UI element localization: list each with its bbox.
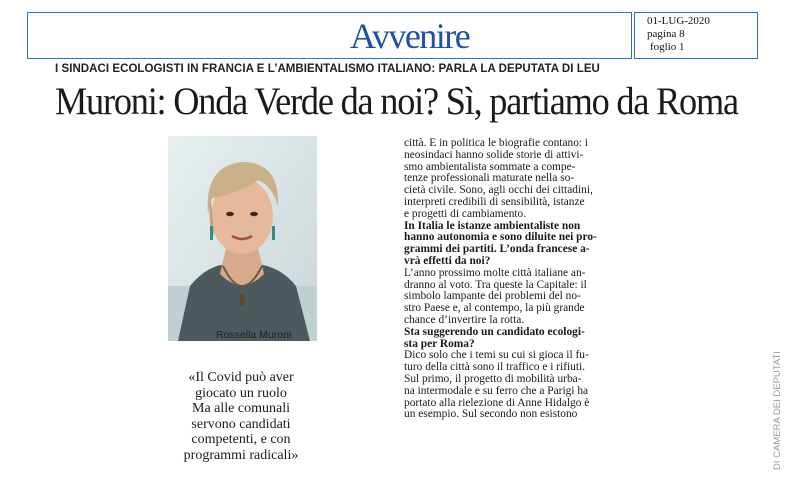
article-headline: Muroni: Onda Verde da noi? Sì, partiamo da Roma — [55, 80, 738, 123]
interview-question-line: sta per Roma? — [404, 337, 475, 350]
body-text-line: smo ambientalista sommate a compe- — [404, 160, 576, 173]
pull-quote-line: servono candidati — [191, 416, 291, 432]
clipping-page: pagina 8 — [647, 28, 685, 40]
body-text-line: interpreti credibili di sensibilità, istanze — [404, 195, 585, 208]
clipping-sheet: foglio 1 — [650, 41, 685, 53]
body-text-line: neosindaci hanno solide storie di attivi- — [404, 148, 584, 161]
masthead-frame — [27, 12, 632, 59]
interview-question-line: In Italia le istanze ambientaliste non — [404, 219, 581, 232]
pull-quote — [166, 370, 316, 463]
pull-quote-line: programmi radicali» — [183, 447, 299, 463]
body-text-line: L’anno prossimo molte città italiane an- — [404, 266, 586, 279]
body-text-line: portato alla rielezione di Anne Hidalgo è — [404, 396, 590, 409]
body-text-line: e progetti di cambiamento. — [404, 207, 527, 220]
body-text-line: dranno al voto. Tra queste la Capitale: il — [404, 278, 587, 291]
body-text-line: Sul primo, il progetto di mobilità urba- — [404, 372, 582, 385]
portrait-photo — [168, 136, 317, 341]
pull-quote-line: giocato un ruolo — [195, 385, 287, 401]
interview-question-line: Sta suggerendo un candidato ecologi- — [404, 325, 585, 338]
body-text-line: simbolo lampante dei problemi del no- — [404, 290, 581, 303]
interview-question-line: vrà effetti da noi? — [404, 254, 491, 267]
body-text-line: un esempio. Sul secondo non esistono — [404, 408, 578, 421]
pull-quote-line: competenti, e con — [191, 432, 291, 447]
body-text-line: tenze professionali maturate nella so- — [404, 172, 575, 185]
body-text-line: cietà civile. Sono, agli occhi dei cittadini, — [404, 184, 593, 197]
clipping-info-box — [634, 12, 758, 59]
interview-question-line: grammi dei partiti. L’onda francese a- — [404, 243, 590, 256]
photo-caption: Rossella Muroni — [216, 329, 292, 341]
body-text-line: Dico solo che i temi su cui si gioca il fu- — [404, 349, 589, 362]
body-text-line: città. E in politica le biografie contano: i — [404, 137, 589, 149]
body-text-line: chance d’invertire la rotta. — [404, 313, 525, 326]
article-body-column — [404, 138, 626, 421]
body-text-line: stro Paese e, al contempo, la più grande — [404, 302, 585, 315]
pull-quote-line: «Il Covid può aver — [188, 370, 294, 385]
article-kicker: I SINDACI ECOLOGISTI IN FRANCIA E L’AMBIENTALISMO ITALIANO: PARLA LA DEPUTATA DI LEU — [55, 63, 600, 75]
side-credit: DI CAMERA DEI DEPUTATI — [772, 351, 783, 470]
body-text-line: turo della città sono il traffico e i rifiuti. — [404, 361, 586, 374]
clipping-date: 01-LUG-2020 — [647, 15, 710, 27]
masthead-logo: Avvenire — [350, 16, 470, 56]
pull-quote-line: Ma alle comunali — [192, 401, 290, 416]
body-text-line: na intermodale e su ferro che a Parigi ha — [404, 384, 589, 397]
interview-question-line: hanno autonomia e sono diluite nei pro- — [404, 231, 597, 244]
portrait-illustration — [168, 136, 317, 341]
